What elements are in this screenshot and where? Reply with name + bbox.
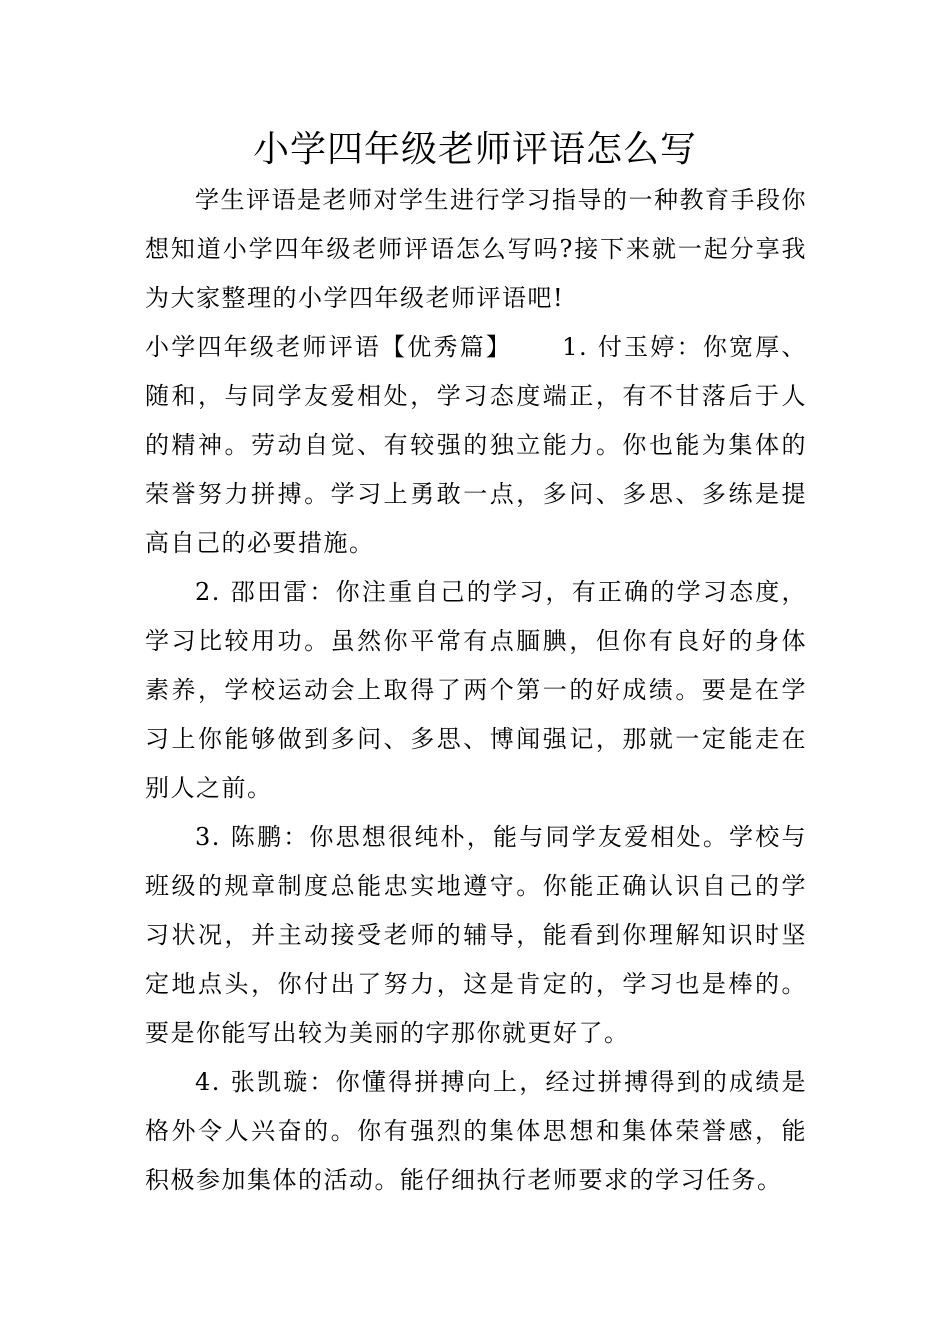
item-paragraph-3: 3. 陈鹏：你思想很纯朴，能与同学友爱相处。学校与班级的规章制度总能忠实地遵守。你能正确认识自己的学习状况，并主动接受老师的辅导，能看到你理解知识时坚定地点头，你付出了努力，这是肯定的，学习也是棒的。要是你能写出较为美丽的字那你就更好了。: [145, 823, 807, 1047]
item-paragraph-2: 2. 邵田雷：你注重自己的学习，有正确的学习态度，学习比较用功。虽然你平常有点腼腆，但你有良好的身体素养，学校运动会上取得了两个第一的好成绩。要是在学习上你能够做到多问、多思、博闻强记，那就一定能走在别人之前。: [145, 578, 807, 802]
section-heading: 小学四年级老师评语【优秀篇】: [145, 333, 513, 361]
item-paragraph-1: [145, 323, 807, 568]
page-title: 小学四年级老师评语怎么写: [252, 129, 697, 170]
item-paragraph-4: 4. 张凯璇：你懂得拼搏向上，经过拼搏得到的成绩是格外令人兴奋的。你有强烈的集体思想和集体荣誉感，能积极参加集体的活动。能仔细执行老师要求的学习任务。: [145, 1068, 807, 1194]
document-body: [145, 176, 807, 1205]
item-text-1: 1. 付玉婷：你宽厚、随和，与同学友爱相处，学习态度端正，有不甘落后于人的精神。劳动自觉、有较强的独立能力。你也能为集体的荣誉努力拼搏。学习上勇敢一点，多问、多思、多练是提高自己的必要措施。: [145, 333, 808, 557]
intro-paragraph: 学生评语是老师对学生进行学习指导的一种教育手段你想知道小学四年级老师评语怎么写吗?接下来就一起分享我为大家整理的小学四年级老师评语吧!: [145, 186, 807, 312]
